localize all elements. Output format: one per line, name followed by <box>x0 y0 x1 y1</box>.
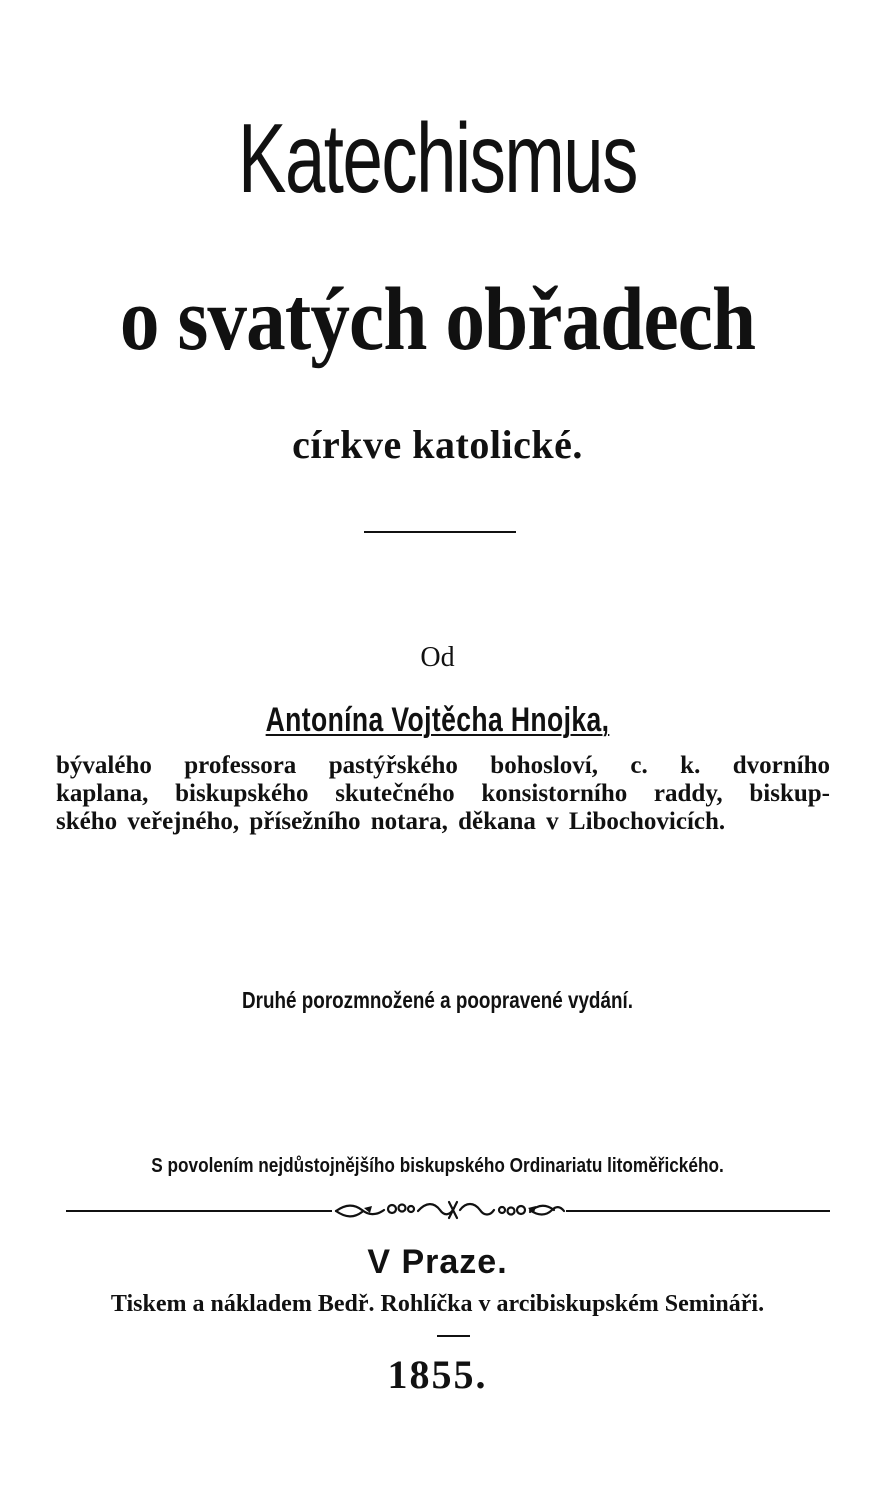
permission-statement: S povolením nejdůstojnějšího biskupského Ordinariatu litoměřického. <box>151 1155 724 1177</box>
ornamental-divider <box>66 1196 830 1226</box>
book-subtitle-continuation: církve katolické. <box>292 422 583 467</box>
printer-statement: Tiskem a nákladem Bedř. Rohlíčka v arcibiskupském Semináři. <box>110 1291 765 1317</box>
by-label: Od <box>420 642 455 673</box>
ornament-rule-right <box>566 1210 830 1212</box>
publication-place: V Praze. <box>367 1243 508 1281</box>
short-divider-rule <box>437 1335 470 1337</box>
author-description-line: ského veřejného, přísežního notara, děkana v Libochovicích. <box>56 808 726 835</box>
flourish-ornament-icon <box>332 1196 566 1226</box>
book-title: Katechismus <box>238 103 637 213</box>
divider-rule <box>364 531 516 533</box>
author-description-line: bývalého professora pastýřského bohosloví, c. k. dvorního <box>56 752 830 779</box>
author-description-line: kaplana, biskupského skutečného konsistorního raddy, biskup- <box>56 780 830 807</box>
publication-year: 1855. <box>387 1352 488 1397</box>
book-subtitle: o svatých obřadech <box>119 270 756 369</box>
edition-statement: Druhé porozmnožené a poopravené vydání. <box>242 987 633 1013</box>
author-name: Antonína Vojtěcha Hnojka, <box>265 701 610 739</box>
ornament-rule-left <box>66 1210 332 1212</box>
